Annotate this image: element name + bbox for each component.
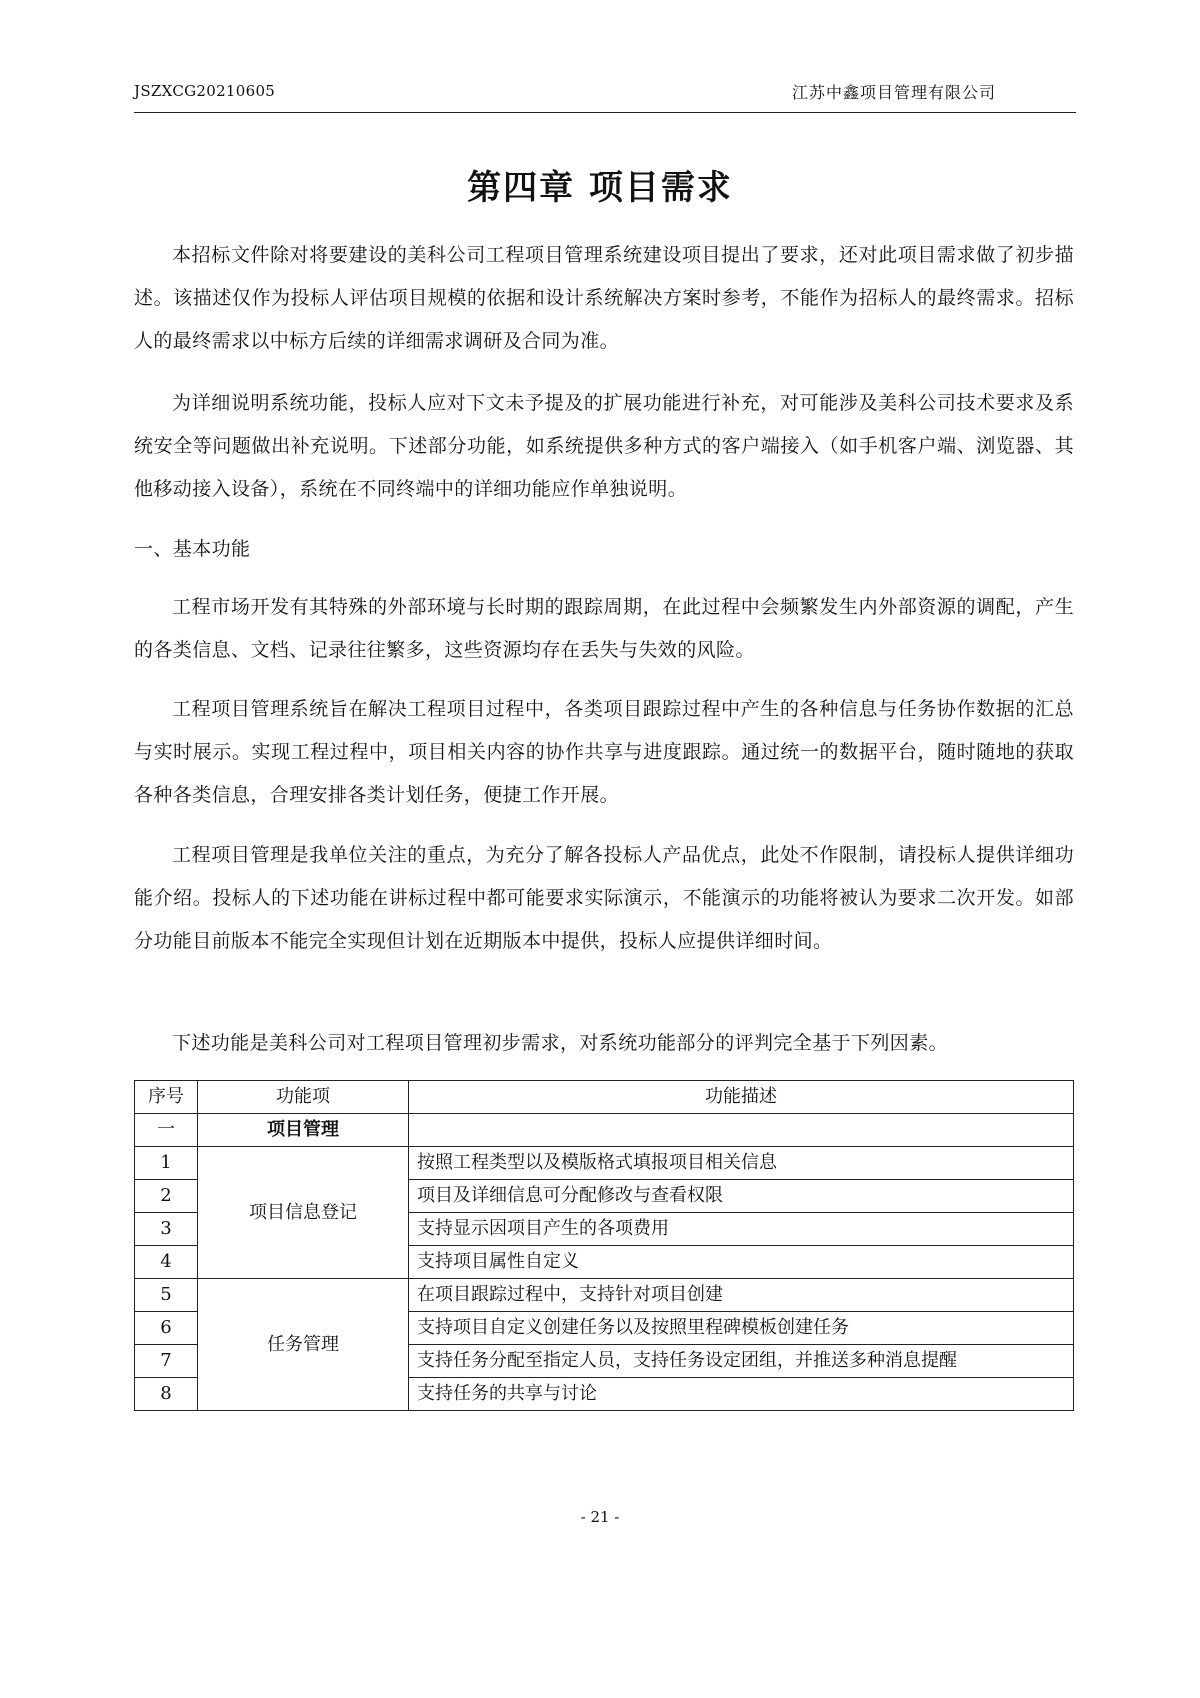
row-no: 6 <box>135 1312 198 1345</box>
header-function-desc: 功能描述 <box>409 1081 1074 1114</box>
row-desc: 在项目跟踪过程中，支持针对项目创建 <box>409 1279 1074 1312</box>
section-heading-basic-functions: 一、基本功能 <box>134 538 251 560</box>
paragraph-function-notes: 为详细说明系统功能，投标人应对下文未予提及的扩展功能进行补充，对可能涉及美科公司技术要求及系统安全等问题做出补充说明。下述部分功能，如系统提供多种方式的客户端接入（如手机客户端、浏览器、其他移动接入设备），系统在不同终端中的详细功能应作单独说明。 <box>134 392 1074 500</box>
row-desc: 支持显示因项目产生的各项费用 <box>409 1213 1074 1246</box>
paragraph-system-purpose: 工程项目管理系统旨在解决工程项目过程中，各类项目跟踪过程中产生的各种信息与任务协作数据的汇总与实时展示。实现工程过程中，项目相关内容的协作共享与进度跟踪。通过统一的数据平台，随时随地的获取各种各类信息，合理安排各类计划任务，便捷工作开展。 <box>134 698 1074 806</box>
row-desc: 按照工程类型以及模版格式填报项目相关信息 <box>409 1147 1074 1180</box>
paragraph-intro: 本招标文件除对将要建设的美科公司工程项目管理系统建设项目提出了要求，还对此项目需求做了初步描述。该描述仅作为投标人评估项目规模的依据和设计系统解决方案时参考，不能作为招标人的最终需求。招标人的最终需求以中标方后续的详细需求调研及合同为准。 <box>134 244 1074 352</box>
chapter-title: 第四章 项目需求 <box>467 168 733 208</box>
row-desc: 支持项目属性自定义 <box>409 1246 1074 1279</box>
row-desc: 支持任务的共享与讨论 <box>409 1378 1074 1411</box>
table-row <box>135 1147 1074 1180</box>
row-no: 2 <box>135 1180 198 1213</box>
row-no: 8 <box>135 1378 198 1411</box>
row-no: 4 <box>135 1246 198 1279</box>
group-item-project-registration: 项目信息登记 <box>198 1147 409 1279</box>
section-desc-empty <box>409 1114 1074 1147</box>
row-no: 5 <box>135 1279 198 1312</box>
page-header <box>134 78 1076 113</box>
paragraph-evaluation-basis: 下述功能是美科公司对工程项目管理初步需求，对系统功能部分的评判完全基于下列因素。 <box>172 1032 949 1054</box>
table-header-row <box>135 1081 1074 1114</box>
row-no: 7 <box>135 1345 198 1378</box>
document-code: JSZXCG20210605 <box>134 82 276 100</box>
table-section-row <box>135 1114 1074 1147</box>
section-title: 项目管理 <box>198 1114 409 1147</box>
row-desc: 支持任务分配至指定人员，支持任务设定团组，并推送多种消息提醒 <box>409 1345 1074 1378</box>
row-no: 1 <box>135 1147 198 1180</box>
page-number: - 21 - <box>580 1508 620 1526</box>
row-desc: 支持项目自定义创建任务以及按照里程碑模板创建任务 <box>409 1312 1074 1345</box>
paragraph-demo-requirements: 工程项目管理是我单位关注的重点，为充分了解各投标人产品优点，此处不作限制，请投标人提供详细功能介绍。投标人的下述功能在讲标过程中都可能要求实际演示，不能演示的功能将被认为要求二次开发。如部分功能目前版本不能完全实现但计划在近期版本中提供，投标人应提供详细时间。 <box>134 844 1074 952</box>
section-no: 一 <box>135 1114 198 1147</box>
requirements-table <box>134 1080 1074 1411</box>
row-desc: 项目及详细信息可分配修改与查看权限 <box>409 1180 1074 1213</box>
group-item-task-management: 任务管理 <box>198 1279 409 1411</box>
row-no: 3 <box>135 1213 198 1246</box>
company-name: 江苏中鑫项目管理有限公司 <box>791 83 996 102</box>
table-row <box>135 1279 1074 1312</box>
paragraph-market-background: 工程市场开发有其特殊的外部环境与长时期的跟踪周期，在此过程中会频繁发生内外部资源的调配，产生的各类信息、文档、记录往往繁多，这些资源均存在丢失与失效的风险。 <box>134 596 1074 661</box>
header-no: 序号 <box>135 1081 198 1114</box>
header-function-item: 功能项 <box>198 1081 409 1114</box>
